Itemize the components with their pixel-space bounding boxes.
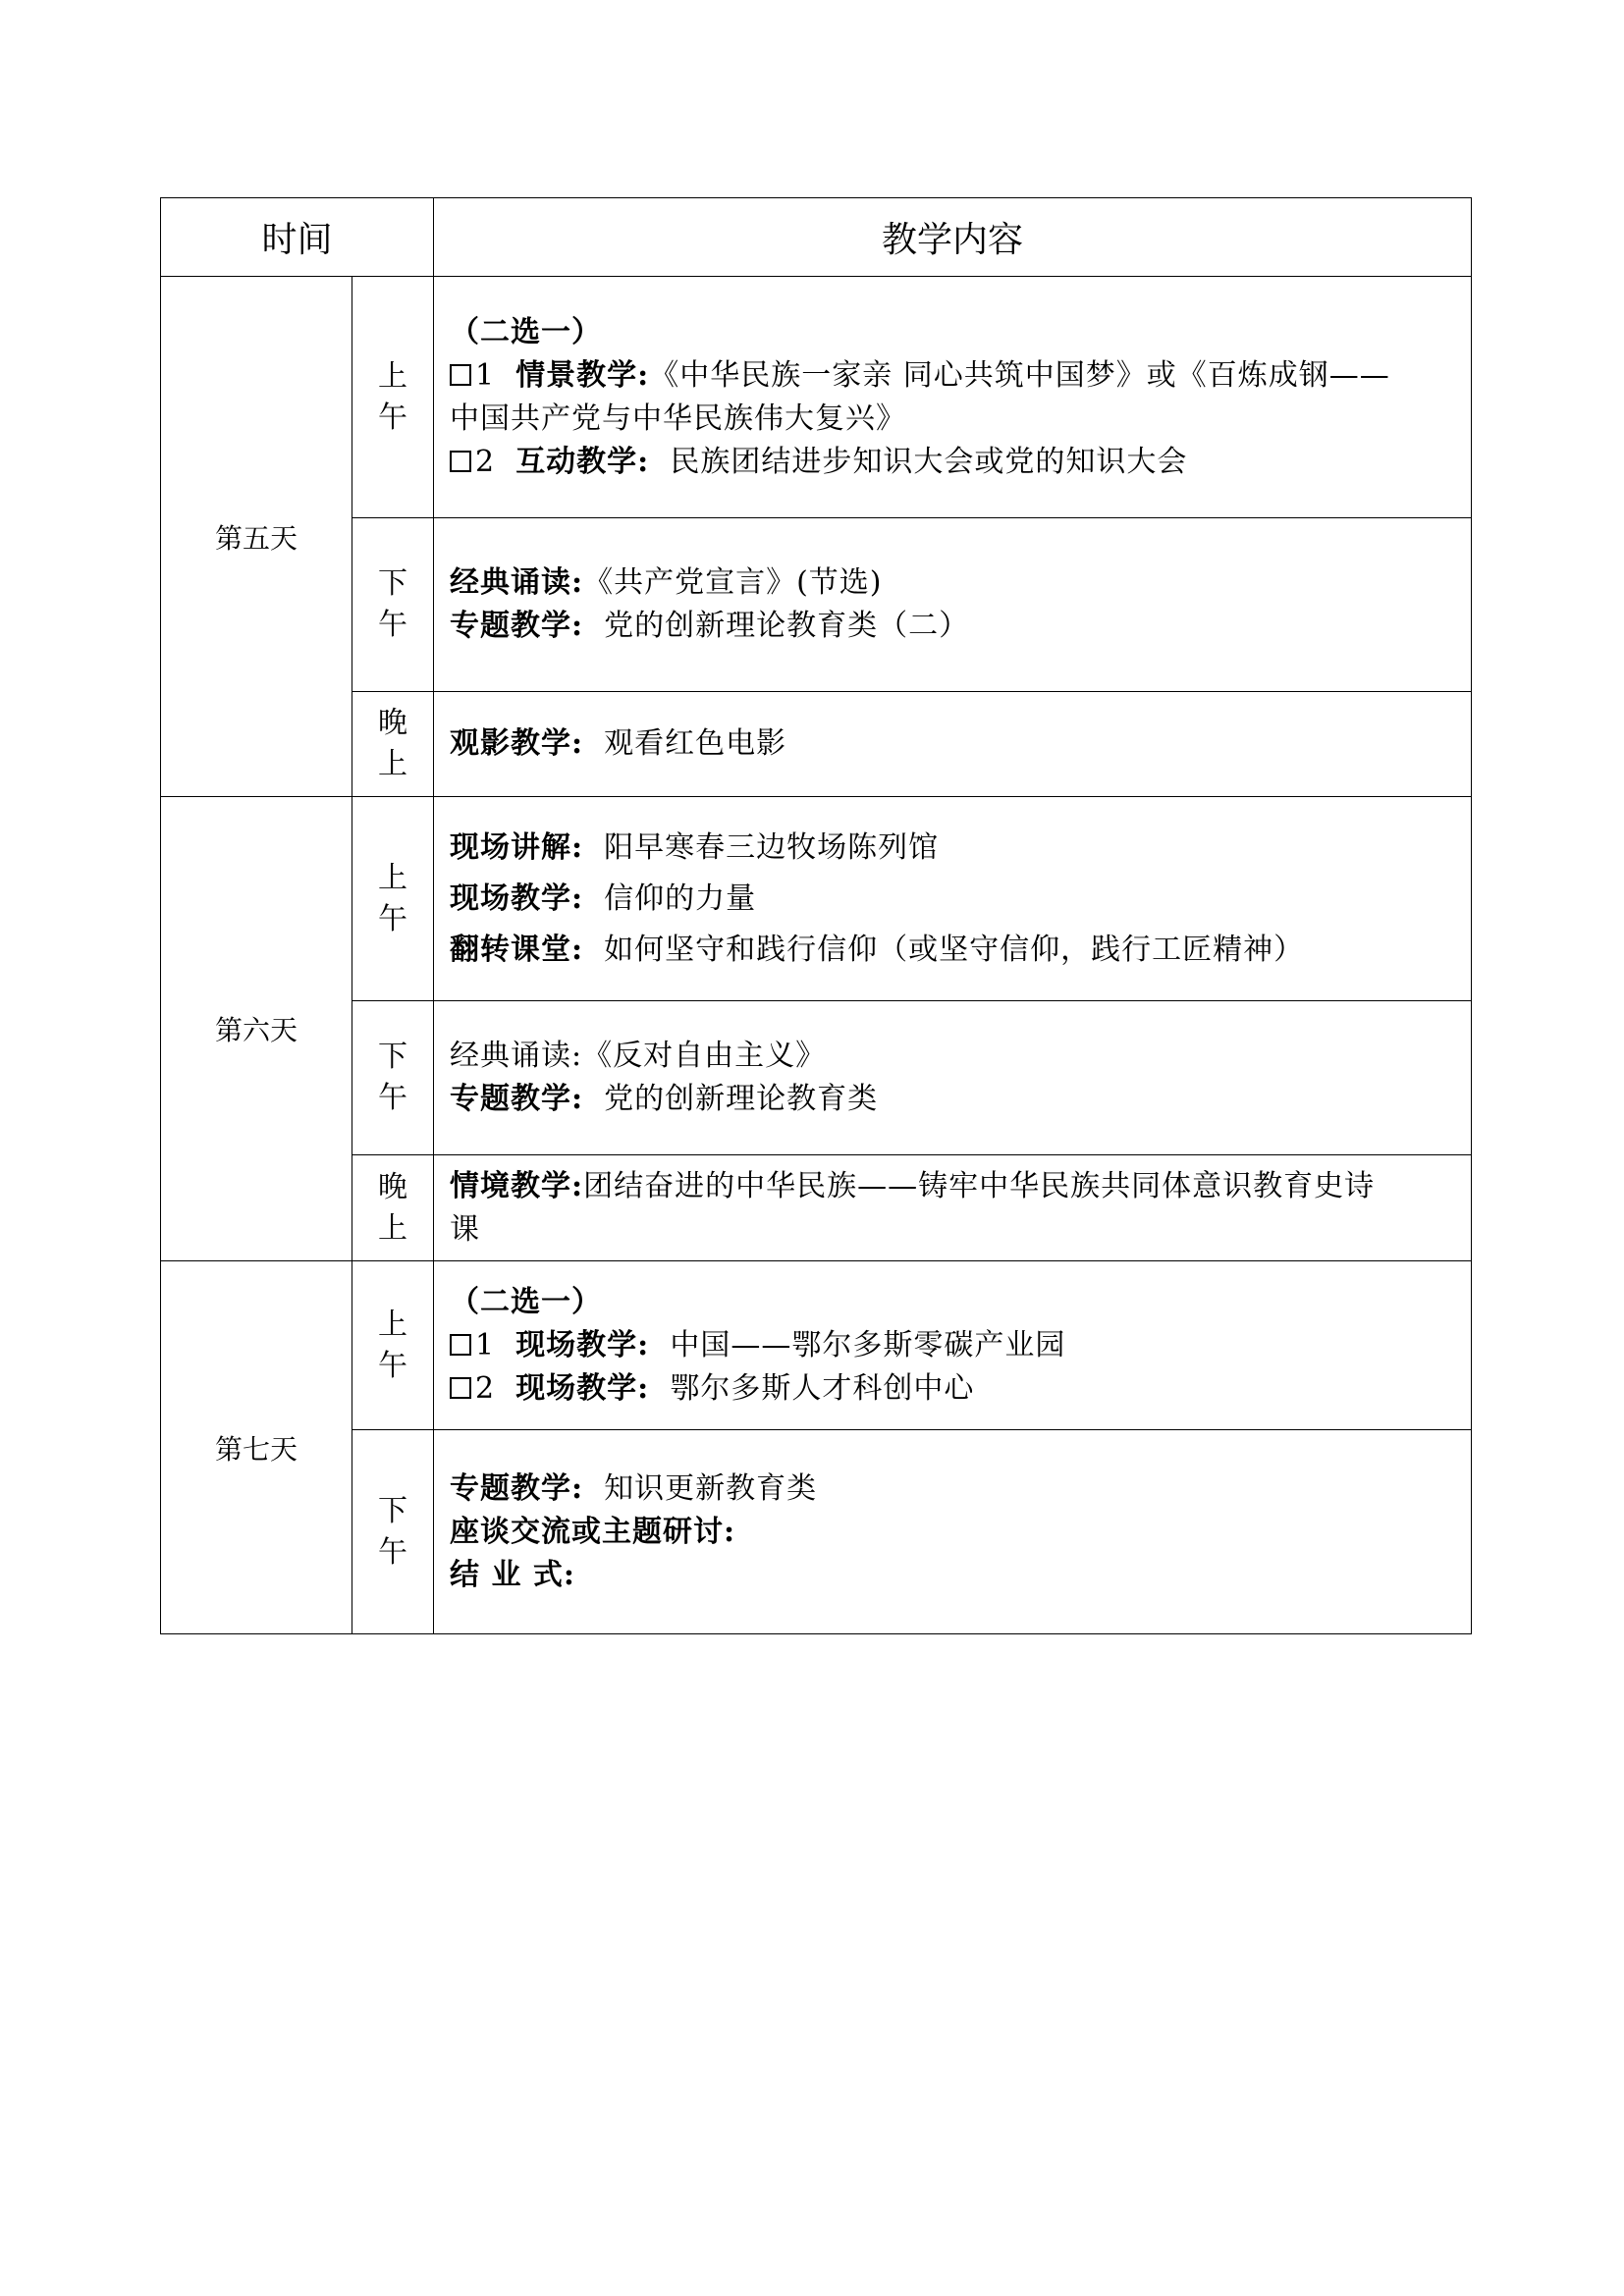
- day6-pm-content: [434, 1001, 1472, 1155]
- day6-am-period: 上 午: [352, 797, 434, 1001]
- day5-pm-content: [434, 518, 1472, 692]
- day6-eve-content: [434, 1155, 1472, 1261]
- day5-am-period: 上 午: [352, 277, 434, 518]
- day6-label: 第六天: [161, 797, 352, 1261]
- header-time: 时间: [161, 198, 434, 277]
- schedule-table: [160, 197, 1472, 1634]
- day7-pm-period: 下 午: [352, 1430, 434, 1634]
- day7-am-row: [161, 1261, 1472, 1430]
- day5-pm-line-1: 经典诵读:《共产党宣言》(节选): [450, 565, 883, 600]
- day5-pm-row: [161, 518, 1472, 692]
- day7-pm-content: [434, 1430, 1472, 1634]
- day5-eve-period: 晚 上: [352, 692, 434, 797]
- checkbox-icon: [450, 364, 471, 386]
- day5-eve-row: [161, 692, 1472, 797]
- day7-am-option-2: 2 现场教学: 鄂尔多斯人才科创中心: [450, 1367, 1457, 1411]
- day7-am-period: 上 午: [352, 1261, 434, 1430]
- day6-am-content: [434, 797, 1472, 1001]
- day6-am-row: [161, 797, 1472, 1001]
- day6-pm-row: [161, 1001, 1472, 1155]
- day5-am-option-1: 1 情景教学:《中华民族一家亲 同心共筑中国梦》或《百炼成钢——: [450, 354, 1457, 398]
- day6-pm-period: 下 午: [352, 1001, 434, 1155]
- day7-pm-line-3: 结 业 式:: [450, 1557, 575, 1592]
- day5-pm-line-2: 专题教学: 党的创新理论教育类（二）: [450, 609, 970, 643]
- day5-eve-content: [434, 692, 1472, 797]
- day6-pm-line-1: 经典诵读:《反对自由主义》: [450, 1039, 827, 1073]
- day6-eve-line-1-cont: 课: [450, 1211, 481, 1247]
- header-content: 教学内容: [434, 198, 1472, 277]
- checkbox-icon: [450, 451, 471, 472]
- day7-am-content: [434, 1261, 1472, 1430]
- day6-am-line-3: 翻转课堂: 如何坚守和践行信仰（或坚守信仰，践行工匠精神）: [450, 932, 1305, 967]
- choose-one-note: （二选一）: [450, 1284, 603, 1319]
- day7-pm-line-2: 座谈交流或主题研讨:: [450, 1514, 736, 1549]
- day6-pm-line-2: 专题教学: 党的创新理论教育类: [450, 1082, 879, 1116]
- day7-label: 第七天: [161, 1261, 352, 1634]
- day7-pm-row: [161, 1430, 1472, 1634]
- day6-eve-line-1: 情境教学:团结奋进的中华民族——铸牢中华民族共同体意识教育史诗: [450, 1168, 1376, 1203]
- day5-pm-period: 下 午: [352, 518, 434, 692]
- day5-label: 第五天: [161, 277, 352, 797]
- day6-eve-period: 晚 上: [352, 1155, 434, 1261]
- day5-am-option-2: 2 互动教学: 民族团结进步知识大会或党的知识大会: [450, 441, 1457, 484]
- header-row: [161, 198, 1472, 277]
- day6-am-line-2: 现场教学: 信仰的力量: [450, 881, 757, 916]
- checkbox-icon: [450, 1334, 471, 1356]
- day5-eve-line-1: 观影教学: 观看红色电影: [450, 726, 787, 761]
- day5-am-option-1-cont: 中国共产党与中华民族伟大复兴》: [450, 400, 907, 436]
- choose-one-note: （二选一）: [450, 314, 603, 349]
- day5-am-row: [161, 277, 1472, 518]
- day7-pm-line-1: 专题教学: 知识更新教育类: [450, 1470, 818, 1506]
- day7-am-option-1: 1 现场教学: 中国——鄂尔多斯零碳产业园: [450, 1324, 1457, 1367]
- checkbox-icon: [450, 1377, 471, 1399]
- day6-eve-row: [161, 1155, 1472, 1261]
- day6-am-line-1: 现场讲解: 阳早寒春三边牧场陈列馆: [450, 829, 940, 865]
- day5-am-content: [434, 277, 1472, 518]
